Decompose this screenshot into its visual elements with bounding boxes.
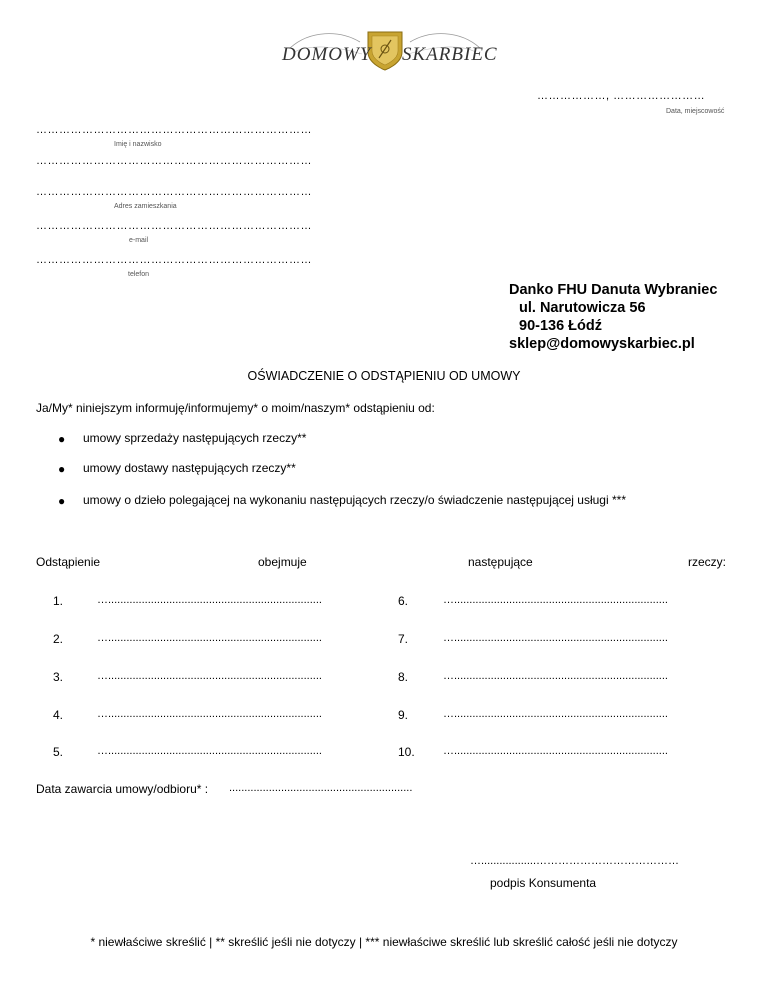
- bullet-icon: ●: [58, 462, 66, 476]
- recipient-company: Danko FHU Danuta Wybraniec: [509, 282, 718, 298]
- address-field-1: ………………………………………………………………: [36, 155, 312, 167]
- item-number: 3.: [53, 670, 64, 684]
- date-place-label: Data, miejscowość: [666, 108, 725, 115]
- item-number: 5.: [53, 745, 64, 759]
- signature-label: podpis Konsumenta: [490, 876, 597, 890]
- option-delivery: umowy dostawy następujących rzeczy**: [83, 461, 296, 475]
- item-number: 10.: [398, 745, 415, 759]
- item-line: …......................................................................: [443, 632, 668, 644]
- item-line: …......................................................................: [97, 670, 322, 682]
- recipient-email: sklep@domowyskarbiec.pl: [509, 336, 695, 352]
- name-label: Imię i nazwisko: [114, 141, 162, 148]
- document-title: OŚWIADCZENIE O ODSTĄPIENIU OD UMOWY: [247, 369, 521, 383]
- phone-field: ………………………………………………………………: [36, 254, 312, 266]
- item-line: …......................................................................: [443, 708, 668, 720]
- items-heading-word-1: Odstąpienie: [36, 555, 101, 569]
- option-sale: umowy sprzedaży następujących rzeczy**: [83, 431, 307, 445]
- bullet-icon: ●: [58, 432, 66, 446]
- item-number: 6.: [398, 594, 409, 608]
- name-field: ………………………………………………………………: [36, 124, 312, 136]
- logo-word-skarbiec: SKARBIEC: [402, 44, 498, 65]
- contract-date-field: ............................................................: [229, 782, 413, 794]
- items-heading-word-3: następujące: [468, 555, 533, 569]
- date-place-field: ………………, ……………………: [537, 90, 706, 102]
- item-number: 1.: [53, 594, 64, 608]
- item-number: 4.: [53, 708, 64, 722]
- items-heading-word-2: obejmuje: [258, 555, 307, 569]
- item-line: …......................................................................: [443, 745, 668, 757]
- address-field-2: ………………………………………………………………: [36, 186, 312, 198]
- signature-field: …..................…………………………………: [470, 855, 680, 867]
- phone-label: telefon: [128, 271, 150, 278]
- recipient-address: [509, 281, 717, 353]
- contract-date-label: Data zawarcia umowy/odbioru* :: [36, 782, 209, 796]
- item-line: …......................................................................: [97, 594, 322, 606]
- item-line: …......................................................................: [97, 745, 322, 757]
- logo-word-domowy: DOMOWY: [282, 44, 372, 65]
- item-line: …......................................................................: [97, 708, 322, 720]
- items-heading-word-4: rzeczy:: [688, 555, 727, 569]
- footnote: * niewłaściwe skreślić | ** skreślić jeśli nie dotyczy | *** niewłaściwe skreślić lub skreślić całość jeśli nie dotyczy: [90, 935, 678, 949]
- recipient-street: ul. Narutowicza 56: [519, 300, 646, 316]
- option-work: umowy o dzieło polegającej na wykonaniu następujących rzeczy/o świadczenie następującej usługi ***: [83, 493, 626, 507]
- address-label: Adres zamieszkania: [114, 203, 177, 210]
- intro-text: Ja/My* niniejszym informuję/informujemy* o moim/naszym* odstąpieniu od:: [36, 401, 435, 415]
- item-line: …......................................................................: [443, 670, 668, 682]
- item-line: …......................................................................: [443, 594, 668, 606]
- recipient-city: 90-136 Łódź: [519, 318, 602, 334]
- bullet-icon: ●: [58, 494, 66, 508]
- company-logo: [280, 18, 498, 80]
- item-number: 7.: [398, 632, 409, 646]
- item-number: 9.: [398, 708, 409, 722]
- item-line: …......................................................................: [97, 632, 322, 644]
- email-field: ………………………………………………………………: [36, 220, 312, 232]
- item-number: 2.: [53, 632, 64, 646]
- item-number: 8.: [398, 670, 409, 684]
- email-label: e-mail: [129, 237, 149, 244]
